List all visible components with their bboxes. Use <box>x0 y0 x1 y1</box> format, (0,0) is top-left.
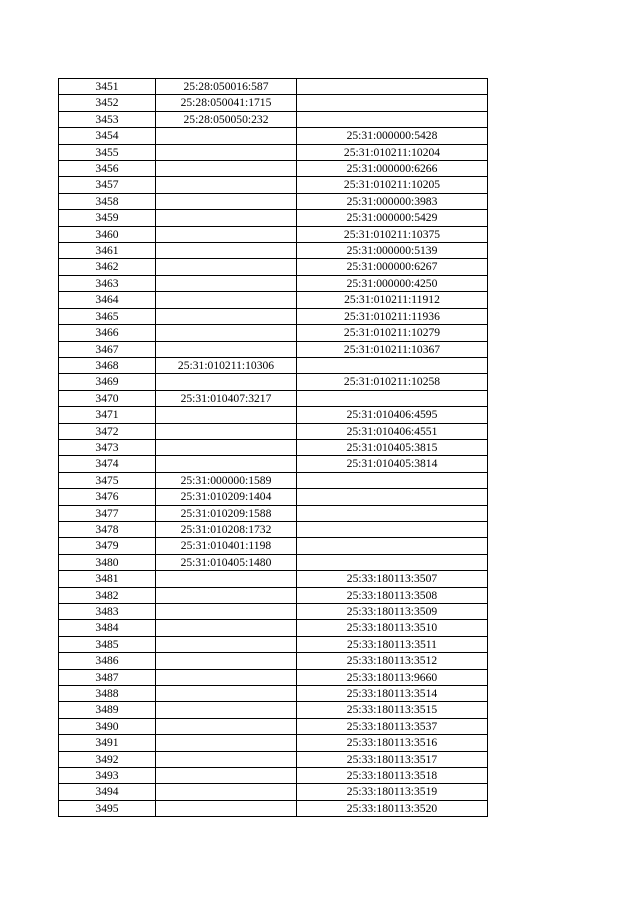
row-number-cell: 3490 <box>59 718 156 734</box>
row-number-cell: 3460 <box>59 226 156 242</box>
cadastral-number-cell-a: 25:31:010209:1404 <box>156 489 297 505</box>
cadastral-number-cell-b: 25:31:010211:10279 <box>297 325 488 341</box>
cadastral-number-cell-a: 25:31:000000:1589 <box>156 472 297 488</box>
cadastral-number-cell-a <box>156 702 297 718</box>
row-number-cell: 3483 <box>59 604 156 620</box>
table-row <box>59 686 488 702</box>
cadastral-number-cell-b <box>297 538 488 554</box>
row-number-cell: 3454 <box>59 128 156 144</box>
table-row <box>59 243 488 259</box>
row-number-cell: 3493 <box>59 768 156 784</box>
row-number-cell: 3451 <box>59 79 156 95</box>
cadastral-number-cell-a <box>156 800 297 816</box>
cadastral-number-cell-a <box>156 636 297 652</box>
cadastral-number-cell-a <box>156 341 297 357</box>
cadastral-number-cell-a <box>156 735 297 751</box>
table-row <box>59 620 488 636</box>
table-row <box>59 341 488 357</box>
cadastral-number-cell-a: 25:28:050050:232 <box>156 111 297 127</box>
cadastral-number-cell-b: 25:33:180113:3507 <box>297 571 488 587</box>
table-row <box>59 292 488 308</box>
cadastral-number-cell-a <box>156 226 297 242</box>
cadastral-number-cell-a <box>156 784 297 800</box>
table-body <box>59 79 488 817</box>
table-row <box>59 144 488 160</box>
cadastral-number-cell-b: 25:33:180113:3515 <box>297 702 488 718</box>
table-row <box>59 111 488 127</box>
cadastral-number-cell-a <box>156 653 297 669</box>
row-number-cell: 3472 <box>59 423 156 439</box>
cadastral-number-cell-b: 25:31:010211:10375 <box>297 226 488 242</box>
row-number-cell: 3476 <box>59 489 156 505</box>
row-number-cell: 3475 <box>59 472 156 488</box>
table-row <box>59 735 488 751</box>
table-row <box>59 390 488 406</box>
cadastral-number-cell-b: 25:33:180113:3511 <box>297 636 488 652</box>
cadastral-number-cell-b <box>297 472 488 488</box>
row-number-cell: 3482 <box>59 587 156 603</box>
cadastral-number-cell-b: 25:31:010211:11936 <box>297 308 488 324</box>
cadastral-number-cell-a: 25:31:010211:10306 <box>156 357 297 373</box>
row-number-cell: 3495 <box>59 800 156 816</box>
cadastral-number-cell-b <box>297 489 488 505</box>
row-number-cell: 3491 <box>59 735 156 751</box>
cadastral-number-cell-a: 25:31:010401:1198 <box>156 538 297 554</box>
cadastral-number-cell-b: 25:33:180113:3519 <box>297 784 488 800</box>
cadastral-number-cell-b <box>297 95 488 111</box>
row-number-cell: 3453 <box>59 111 156 127</box>
row-number-cell: 3494 <box>59 784 156 800</box>
cadastral-number-cell-a <box>156 768 297 784</box>
table-row <box>59 456 488 472</box>
row-number-cell: 3484 <box>59 620 156 636</box>
cadastral-number-cell-a <box>156 587 297 603</box>
table-row <box>59 489 488 505</box>
cadastral-number-cell-a <box>156 374 297 390</box>
table-row <box>59 275 488 291</box>
row-number-cell: 3452 <box>59 95 156 111</box>
table-row <box>59 604 488 620</box>
cadastral-number-cell-b: 25:33:180113:3520 <box>297 800 488 816</box>
cadastral-number-cell-b: 25:33:180113:3537 <box>297 718 488 734</box>
cadastral-number-cell-a: 25:31:010407:3217 <box>156 390 297 406</box>
table-row <box>59 423 488 439</box>
cadastral-number-cell-a <box>156 686 297 702</box>
cadastral-number-cell-b: 25:33:180113:3510 <box>297 620 488 636</box>
cadastral-number-cell-a <box>156 439 297 455</box>
cadastral-number-cell-a <box>156 620 297 636</box>
cadastral-number-cell-a <box>156 128 297 144</box>
cadastral-number-cell-a <box>156 308 297 324</box>
row-number-cell: 3463 <box>59 275 156 291</box>
cadastral-number-cell-a <box>156 669 297 685</box>
cadastral-number-cell-a <box>156 144 297 160</box>
cadastral-number-cell-a <box>156 292 297 308</box>
cadastral-number-cell-a <box>156 456 297 472</box>
table-row <box>59 718 488 734</box>
cadastral-number-cell-b: 25:31:000000:4250 <box>297 275 488 291</box>
row-number-cell: 3488 <box>59 686 156 702</box>
row-number-cell: 3485 <box>59 636 156 652</box>
row-number-cell: 3487 <box>59 669 156 685</box>
cadastral-number-cell-b: 25:31:000000:5139 <box>297 243 488 259</box>
row-number-cell: 3461 <box>59 243 156 259</box>
table-row <box>59 521 488 537</box>
cadastral-number-cell-b: 25:33:180113:9660 <box>297 669 488 685</box>
cadastral-number-cell-a: 25:31:010405:1480 <box>156 554 297 570</box>
table-row <box>59 259 488 275</box>
table-row <box>59 210 488 226</box>
table-row <box>59 636 488 652</box>
row-number-cell: 3473 <box>59 439 156 455</box>
table-row <box>59 669 488 685</box>
cadastral-number-cell-b: 25:31:010406:4595 <box>297 407 488 423</box>
table-row <box>59 439 488 455</box>
cadastral-number-cell-b: 25:31:010406:4551 <box>297 423 488 439</box>
row-number-cell: 3456 <box>59 161 156 177</box>
cadastral-number-cell-b: 25:31:010405:3814 <box>297 456 488 472</box>
row-number-cell: 3471 <box>59 407 156 423</box>
table-row <box>59 325 488 341</box>
cadastral-number-cell-b <box>297 554 488 570</box>
cadastral-number-cell-b <box>297 521 488 537</box>
cadastral-number-cell-b: 25:31:010211:10204 <box>297 144 488 160</box>
cadastral-number-cell-a <box>156 243 297 259</box>
cadastral-number-cell-a <box>156 259 297 275</box>
row-number-cell: 3468 <box>59 357 156 373</box>
cadastral-number-cell-b: 25:33:180113:3508 <box>297 587 488 603</box>
cadastral-number-cell-b: 25:33:180113:3518 <box>297 768 488 784</box>
cadastral-number-cell-b <box>297 111 488 127</box>
cadastral-number-cell-a <box>156 177 297 193</box>
cadastral-number-cell-a <box>156 751 297 767</box>
cadastral-number-cell-a <box>156 325 297 341</box>
cadastral-number-cell-a: 25:28:050016:587 <box>156 79 297 95</box>
cadastral-number-cell-b: 25:33:180113:3512 <box>297 653 488 669</box>
cadastral-number-cell-b: 25:33:180113:3509 <box>297 604 488 620</box>
table-row <box>59 653 488 669</box>
row-number-cell: 3486 <box>59 653 156 669</box>
table-row <box>59 79 488 95</box>
row-number-cell: 3465 <box>59 308 156 324</box>
cadastral-number-cell-b: 25:31:000000:5428 <box>297 128 488 144</box>
row-number-cell: 3474 <box>59 456 156 472</box>
cadastral-number-cell-b <box>297 357 488 373</box>
table-row <box>59 95 488 111</box>
table-row <box>59 702 488 718</box>
table-row <box>59 308 488 324</box>
cadastral-number-cell-b <box>297 390 488 406</box>
row-number-cell: 3492 <box>59 751 156 767</box>
cadastral-number-cell-a <box>156 423 297 439</box>
row-number-cell: 3462 <box>59 259 156 275</box>
table-row <box>59 472 488 488</box>
row-number-cell: 3459 <box>59 210 156 226</box>
table-row <box>59 751 488 767</box>
table-row <box>59 161 488 177</box>
cadastral-number-cell-b: 25:31:000000:5429 <box>297 210 488 226</box>
table-row <box>59 128 488 144</box>
row-number-cell: 3469 <box>59 374 156 390</box>
table-row <box>59 587 488 603</box>
cadastral-number-cell-b: 25:31:010211:10367 <box>297 341 488 357</box>
cadastral-number-cell-a <box>156 571 297 587</box>
row-number-cell: 3478 <box>59 521 156 537</box>
cadastral-number-cell-b: 25:31:010211:10205 <box>297 177 488 193</box>
table-row <box>59 768 488 784</box>
row-number-cell: 3479 <box>59 538 156 554</box>
cadastral-number-cell-b: 25:31:000000:6266 <box>297 161 488 177</box>
cadastral-number-cell-b: 25:31:000000:6267 <box>297 259 488 275</box>
cadastral-number-cell-b <box>297 505 488 521</box>
table-row <box>59 407 488 423</box>
row-number-cell: 3470 <box>59 390 156 406</box>
table-row <box>59 800 488 816</box>
row-number-cell: 3457 <box>59 177 156 193</box>
table-row <box>59 784 488 800</box>
cadastral-number-cell-b: 25:33:180113:3516 <box>297 735 488 751</box>
table-row <box>59 505 488 521</box>
row-number-cell: 3467 <box>59 341 156 357</box>
cadastral-number-cell-a: 25:31:010209:1588 <box>156 505 297 521</box>
table-row <box>59 193 488 209</box>
cadastral-number-cell-b <box>297 79 488 95</box>
row-number-cell: 3455 <box>59 144 156 160</box>
row-number-cell: 3477 <box>59 505 156 521</box>
cadastral-number-cell-a <box>156 718 297 734</box>
row-number-cell: 3489 <box>59 702 156 718</box>
table-row <box>59 357 488 373</box>
table-row <box>59 177 488 193</box>
cadastral-number-cell-b: 25:33:180113:3514 <box>297 686 488 702</box>
cadastral-number-cell-a <box>156 210 297 226</box>
cadastral-number-cell-b: 25:33:180113:3517 <box>297 751 488 767</box>
cadastral-number-cell-b: 25:31:010211:10258 <box>297 374 488 390</box>
row-number-cell: 3466 <box>59 325 156 341</box>
cadastral-number-table <box>58 78 488 817</box>
cadastral-number-cell-a <box>156 407 297 423</box>
cadastral-number-cell-a <box>156 275 297 291</box>
row-number-cell: 3481 <box>59 571 156 587</box>
row-number-cell: 3464 <box>59 292 156 308</box>
table-row <box>59 571 488 587</box>
row-number-cell: 3480 <box>59 554 156 570</box>
table-row <box>59 554 488 570</box>
table-row <box>59 374 488 390</box>
table-row <box>59 538 488 554</box>
cadastral-number-cell-a: 25:31:010208:1732 <box>156 521 297 537</box>
cadastral-number-cell-b: 25:31:010211:11912 <box>297 292 488 308</box>
cadastral-number-cell-a <box>156 193 297 209</box>
cadastral-number-cell-b: 25:31:010405:3815 <box>297 439 488 455</box>
cadastral-number-cell-b: 25:31:000000:3983 <box>297 193 488 209</box>
cadastral-number-cell-a: 25:28:050041:1715 <box>156 95 297 111</box>
row-number-cell: 3458 <box>59 193 156 209</box>
cadastral-number-cell-a <box>156 161 297 177</box>
table-row <box>59 226 488 242</box>
cadastral-number-cell-a <box>156 604 297 620</box>
